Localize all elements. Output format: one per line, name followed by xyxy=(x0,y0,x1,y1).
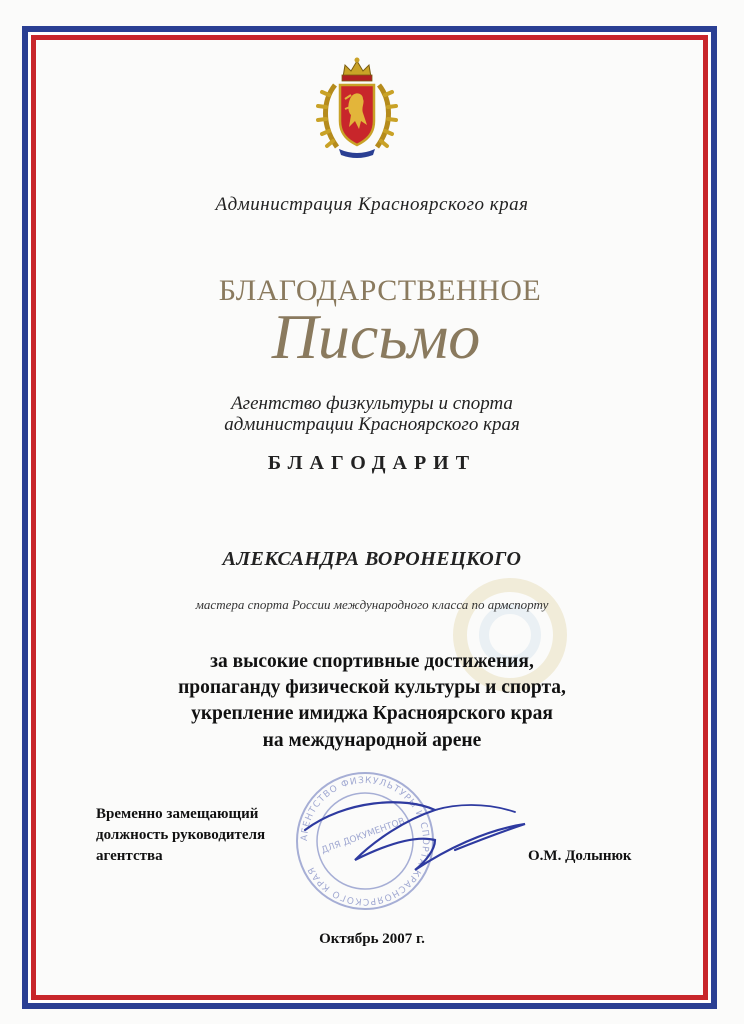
reason-line: укрепление имиджа Красноярского края xyxy=(191,703,553,724)
signatory-position-line: должность руководителя xyxy=(96,827,266,843)
signatory-position-line: агентства xyxy=(96,848,163,864)
reason-line: на международной арене xyxy=(262,730,482,751)
document-title: БЛАГОДАРСТВЕННОЕ xyxy=(218,274,542,307)
stamp-text: АГЕНТСТВО ФИЗКУЛЬТУРЫ И СПОРТА КРАСНОЯРСКОГО КРАЯ xyxy=(299,775,431,907)
stamp-inner-text: ДЛЯ ДОКУМЕНТОВ xyxy=(320,816,407,857)
signatory-position-line: Временно замещающий xyxy=(96,806,259,822)
recipient-title: мастера спорта России международного класса по армспорту xyxy=(195,597,549,612)
agency-name-line-1: Агентство физкультуры и спорта xyxy=(231,393,513,414)
document-title-script: Письмо xyxy=(271,301,481,372)
issuer-name: Администрация Красноярского края xyxy=(215,194,529,215)
recipient-name: АЛЕКСАНДРА ВОРОНЕЦКОГО xyxy=(222,548,522,570)
reason-line: пропаганду физической культуры и спорта, xyxy=(178,677,566,698)
signatory-name: О.М. Долынюк xyxy=(528,848,632,864)
agency-name-line-2: администрации Красноярского края xyxy=(224,414,520,435)
issue-date: Октябрь 2007 г. xyxy=(319,931,425,947)
krasnoyarsk-coat-of-arms-icon xyxy=(315,55,399,160)
reason-line: за высокие спортивные достижения, xyxy=(210,651,534,672)
thanks-verb: БЛАГОДАРИТ xyxy=(267,452,477,474)
handwritten-signature xyxy=(285,790,545,880)
